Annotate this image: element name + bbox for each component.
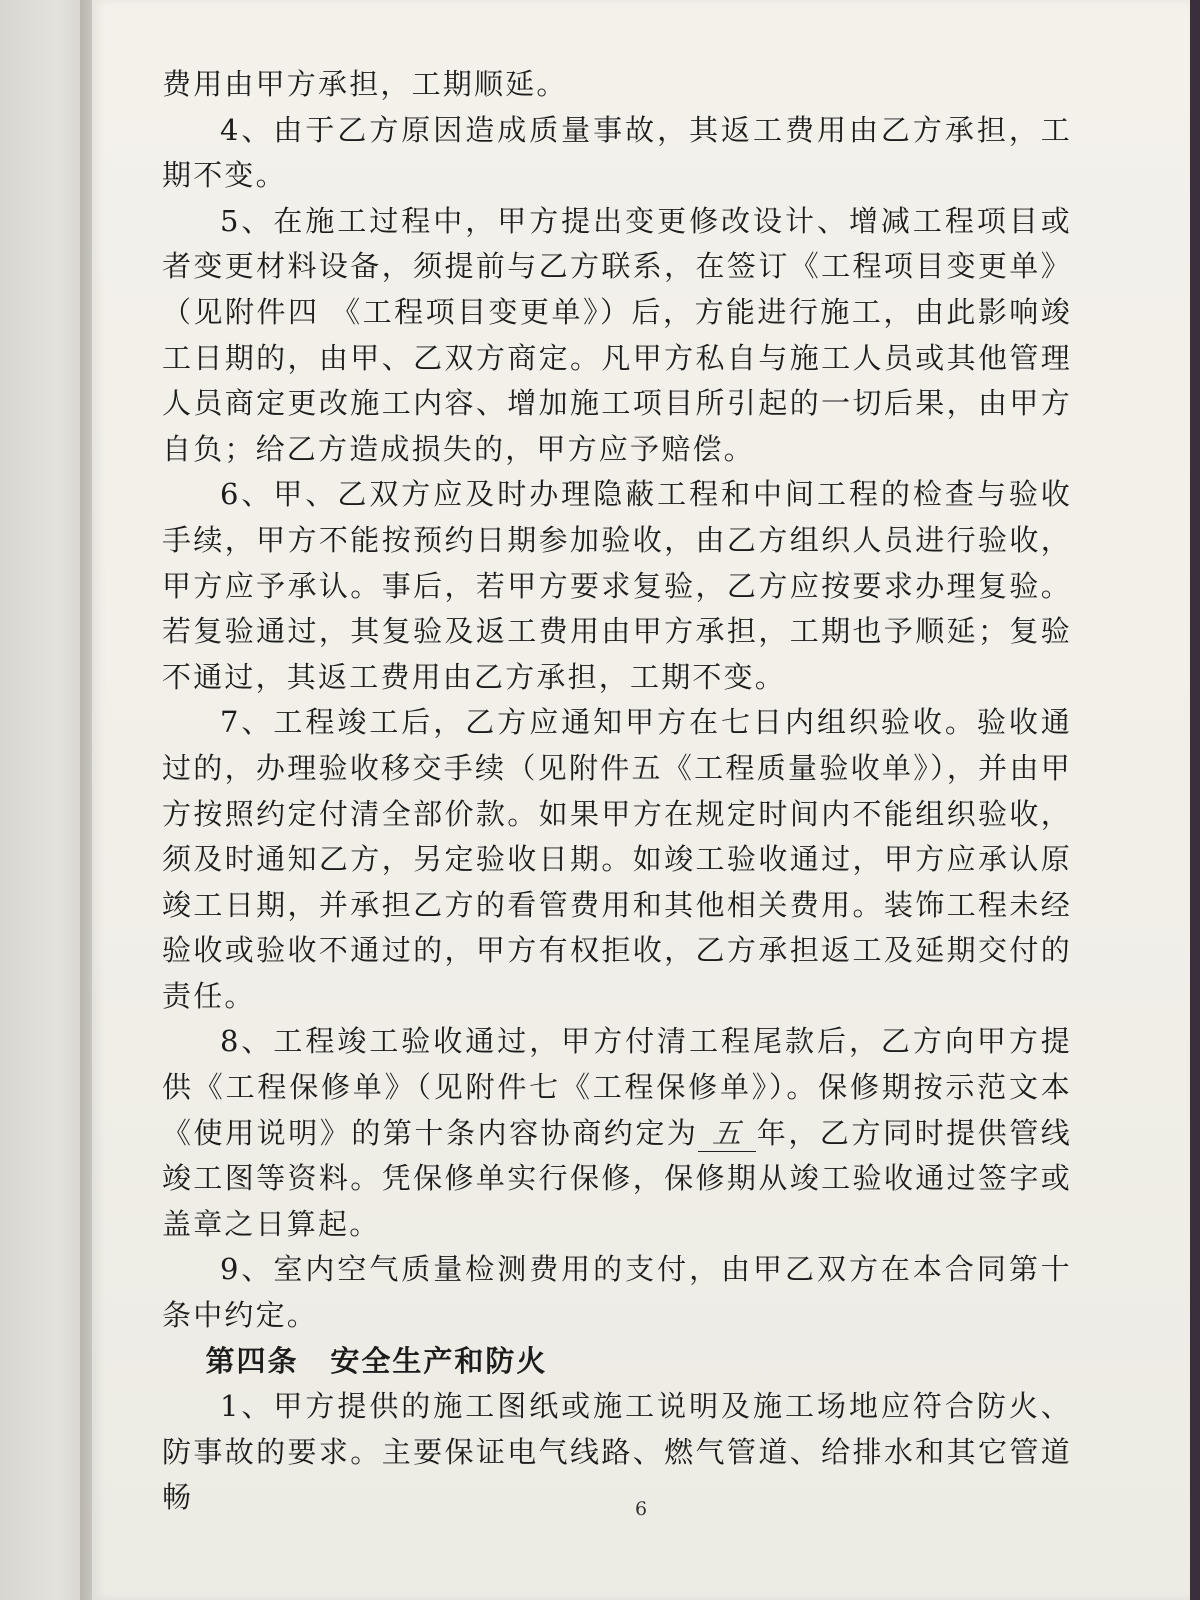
section-title: 安全生产和防火 [330, 1343, 548, 1378]
clause-4: 4、由于乙方原因造成质量事故，其返工费用由乙方承担，工期不变。 [162, 112, 1072, 193]
section-4-clause-1: 1、甲方提供的施工图纸或施工说明及施工场地应符合防火、防事故的要求。主要保证电气线路、燃气管道、给排水和其它管道畅 [162, 1389, 1072, 1515]
document-page [92, 0, 1190, 1600]
clause-8-text-before: 8、工程竣工验收通过，甲方付清工程尾款后，乙方向甲方提供《工程保修单》（见附件七《工程保修单》）。保修期按示范文本《使用说明》的第十条内容协商约定为 [162, 1024, 1072, 1150]
section-heading [162, 1339, 1072, 1385]
warranty-years-handwritten: 五 [698, 1115, 756, 1152]
clause-9: 9、室内空气质量检测费用的支付，由甲乙双方在本合同第十条中约定。 [162, 1252, 1072, 1333]
clause-8 [162, 1019, 1072, 1247]
paragraph-continuation: 费用由甲方承担，工期顺延。 [162, 67, 568, 101]
clause-8-text-after: 年，乙方同时提供管线竣工图等资料。凭保修单实行保修，保修期从竣工验收通过签字或盖章之日算起。 [162, 1115, 1072, 1241]
background-edge [1190, 0, 1200, 1600]
section-number: 第四条 [205, 1343, 299, 1378]
clause-5: 5、在施工过程中，甲方提出变更修改设计、增减工程项目或者变更材料设备，须提前与乙方联系，在签订《工程项目变更单》（见附件四 《工程项目变更单》）后，方能进行施工，由此影响竣工日期的，由甲、乙双方商定。凡甲方私自与施工人员或其他管理人员商定更改施工内容、增加施工项目所引起的一切后果，由甲方自负；给乙方造成损失的，甲方应予赔偿。 [162, 203, 1072, 466]
clause-6: 6、甲、乙双方应及时办理隐蔽工程和中间工程的检查与验收手续，甲方不能按预约日期参加验收，由乙方组织人员进行验收，甲方应予承认。事后，若甲方要求复验，乙方应按要求办理复验。若复验通过，其复验及返工费用由甲方承担，工期也予顺延；复验不通过，其返工费用由乙方承担，工期不变。 [162, 477, 1072, 694]
page-content [162, 62, 1072, 1521]
clause-7: 7、工程竣工后，乙方应通知甲方在七日内组织验收。验收通过的，办理验收移交手续（见附件五《工程质量验收单》），并由甲方按照约定付清全部价款。如果甲方在规定时间内不能组织验收，须及时通知乙方，另定验收日期。如竣工验收通过，甲方应承认原竣工日期，并承担乙方的看管费用和其他相关费用。装饰工程未经验收或验收不通过的，甲方有权拒收，乙方承担返工及延期交付的责任。 [162, 705, 1072, 1013]
page-number: 6 [634, 1498, 648, 1520]
